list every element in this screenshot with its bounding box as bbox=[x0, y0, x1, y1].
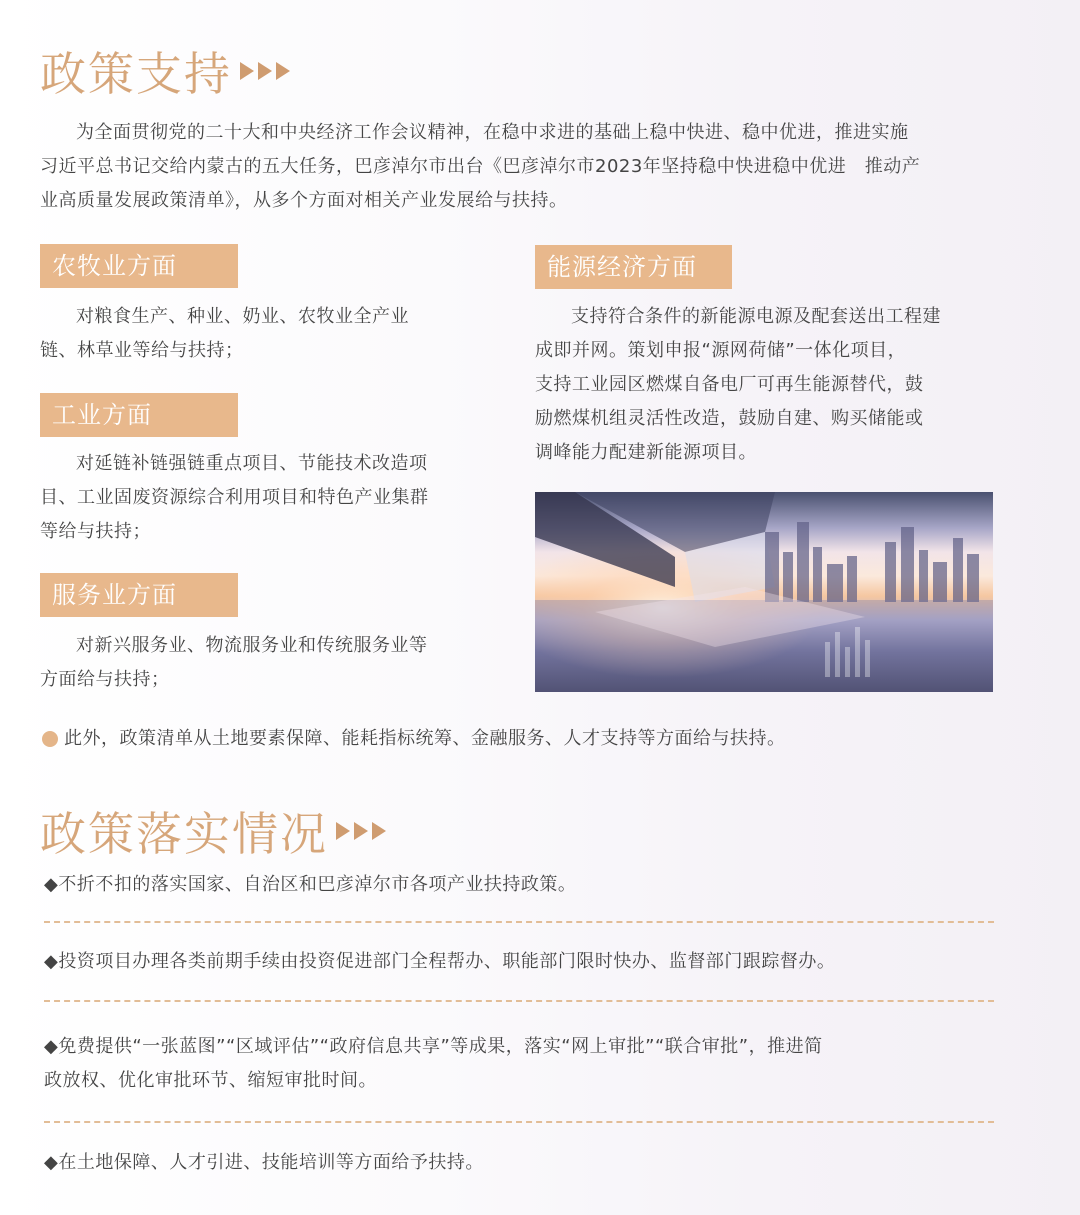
implementation-item: ◆投资项目办理各类前期手续由投资促进部门全程帮办、职能部门限时快办、监督部门跟踪督办。 bbox=[44, 951, 836, 972]
extra-support-line: 此外，政策清单从土地要素保障、能耗指标统筹、金融服务、人才支持等方面给与扶持。 bbox=[42, 722, 786, 756]
label-service: 服务业方面 bbox=[40, 573, 238, 617]
implementation-item: ◆不折不扣的落实国家、自治区和巴彦淖尔市各项产业扶持政策。 bbox=[44, 874, 577, 895]
intro-line: 习近平总书记交给内蒙古的五大任务，巴彦淖尔市出台《巴彦淖尔市2023年坚持稳中快进稳中优进 推动产 bbox=[40, 156, 921, 177]
service-text: 对新兴服务业、物流服务业和传统服务业等 方面给与扶持； bbox=[40, 635, 428, 690]
section-title-implementation: 政策落实情况 bbox=[40, 798, 386, 864]
dashed-divider bbox=[44, 1121, 994, 1123]
skyline-graphic bbox=[535, 492, 993, 692]
energy-text: 支持符合条件的新能源电源及配套送出工程建 成即并网。策划申报“源网荷储”一体化项目， 支持工业园区燃煤自备电厂可再生能源替代，鼓 励燃煤机组灵活性改造，鼓励自建、购买储能或 调峰能力配建新能源项目。 bbox=[535, 306, 941, 463]
industry-text: 对延链补链强链重点项目、节能技术改造项 目、工业固废资源综合利用项目和特色产业集群 等给与扶持； bbox=[40, 453, 429, 542]
intro-line: 为全面贯彻党的二十大和中央经济工作会议精神，在稳中求进的基础上稳中快进、稳中优进，推进实施 bbox=[76, 122, 909, 143]
arrows-icon bbox=[336, 822, 386, 840]
label-agriculture: 农牧业方面 bbox=[40, 244, 238, 288]
label-industry: 工业方面 bbox=[40, 393, 238, 437]
city-skyline-image bbox=[535, 492, 993, 692]
intro-paragraph bbox=[40, 116, 995, 218]
section-title-policy-support: 政策支持 bbox=[40, 38, 290, 104]
dashed-divider bbox=[44, 1000, 994, 1002]
implementation-item: ◆在土地保障、人才引进、技能培训等方面给予扶持。 bbox=[44, 1152, 484, 1173]
implementation-item: ◆免费提供“一张蓝图”“区域评估”“政府信息共享”等成果，落实“网上审批”“联合审批”，推进简 政放权、优化审批环节、缩短审批时间。 bbox=[44, 1036, 823, 1091]
label-energy: 能源经济方面 bbox=[535, 245, 732, 289]
dashed-divider bbox=[44, 921, 994, 923]
intro-line: 业高质量发展政策清单》，从多个方面对相关产业发展给与扶持。 bbox=[40, 190, 568, 211]
bullet-dot-icon bbox=[42, 731, 58, 747]
agriculture-text: 对粮食生产、种业、奶业、农牧业全产业 链、林草业等给与扶持； bbox=[40, 306, 409, 361]
arrows-icon bbox=[240, 62, 290, 80]
